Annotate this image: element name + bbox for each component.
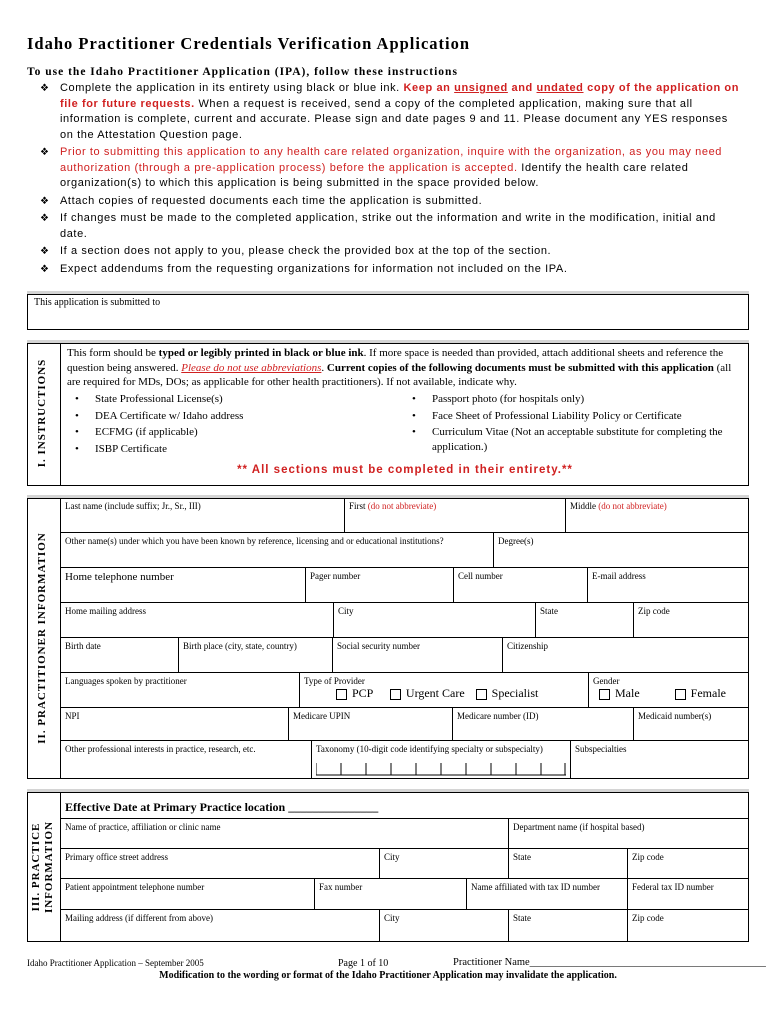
- birth-place-field[interactable]: Birth place (city, state, country): [179, 638, 333, 673]
- department-field[interactable]: Department name (if hospital based): [509, 819, 749, 849]
- footer-version: Idaho Practitioner Application – September 2005: [27, 958, 204, 968]
- diamond-bullet-icon: ❖: [40, 147, 50, 158]
- page-title: Idaho Practitioner Credentials Verification Application: [27, 34, 471, 53]
- home-phone-field[interactable]: Home telephone number: [61, 568, 306, 603]
- submitted-to-field[interactable]: This application is submitted to: [27, 294, 749, 330]
- specialist-checkbox[interactable]: [476, 689, 487, 700]
- other-interests-field[interactable]: Other professional interests in practice, research, etc.: [61, 741, 312, 779]
- pcp-checkbox[interactable]: [336, 689, 347, 700]
- instruction-item: ❖ Prior to submitting this application to any health care related organization, inquire with the organization, as you may need authorization (through a pre-application process) before the application is accepted. Identify the health care related organization(s) to which this application is being submitted in the space provided below.: [40, 146, 723, 189]
- city-field[interactable]: City: [334, 603, 536, 638]
- last-name-field[interactable]: Last name (include suffix; Jr., Sr., III): [61, 498, 345, 533]
- pager-field[interactable]: Pager number: [306, 568, 454, 603]
- degrees-field[interactable]: Degree(s): [494, 533, 749, 568]
- medicaid-field[interactable]: Medicaid number(s): [634, 708, 749, 741]
- required-docs-left: • State Professional License(s) • DEA Certificate w/ Idaho address • ECFMG (if applicable) • ISBP Certificate: [75, 393, 244, 455]
- npi-field[interactable]: NPI: [61, 708, 289, 741]
- instructions-list: [40, 81, 742, 279]
- office-zip-field[interactable]: Zip code: [628, 849, 749, 879]
- diamond-bullet-icon: ❖: [40, 246, 50, 257]
- state-field[interactable]: State: [536, 603, 634, 638]
- instruction-item: ❖ Attach copies of requested documents each time the application is submitted.: [40, 194, 742, 210]
- footer-page-number: Page 1 of 10: [338, 958, 389, 969]
- must-complete-notice: ** All sections must be completed in their entirety.**: [237, 464, 573, 476]
- tax-id-field[interactable]: Federal tax ID number: [628, 879, 749, 910]
- instruction-item: ❖ If a section does not apply to you, please check the provided box at the top of the section.: [40, 244, 742, 260]
- mailing-state-field[interactable]: State: [509, 910, 628, 942]
- office-city-field[interactable]: City: [380, 849, 509, 879]
- section-i-intro: This form should be typed or legibly printed in black or blue ink. If more space is needed than provided, attach additional sheets and reference the question being answered. Please do not use abbreviations. Current copies of the following documents must be submitted with this application (all are required for MDs, DOs; as applicable for other health practitioners). If not available, indicate why.: [67, 347, 732, 388]
- office-street-field[interactable]: Primary office street address: [61, 849, 380, 879]
- required-docs-right: • Passport photo (for hospitals only) • Face Sheet of Professional Liability Policy or Certificate • Curriculum Vitae (Not an acceptable substitute for completing the application.): [412, 393, 723, 453]
- first-name-field[interactable]: First (do not abbreviate): [345, 498, 566, 533]
- footer-warning: Modification to the wording or format of the Idaho Practitioner Application may invalidate the application.: [159, 970, 617, 981]
- female-checkbox[interactable]: [675, 689, 686, 700]
- diamond-bullet-icon: ❖: [40, 213, 50, 224]
- section-i-label: I. INSTRUCTIONS: [36, 358, 48, 468]
- subspecialties-field[interactable]: Subspecialties: [571, 741, 749, 779]
- tax-name-field[interactable]: Name affiliated with tax ID number: [467, 879, 628, 910]
- effective-date-field[interactable]: Effective Date at Primary Practice location _______________: [61, 792, 749, 819]
- male-checkbox[interactable]: [599, 689, 610, 700]
- taxonomy-digit-boxes: [316, 760, 566, 776]
- gender-field: Gender Male Female: [589, 673, 749, 708]
- taxonomy-field[interactable]: Taxonomy (10-digit code identifying specialty or subspecialty): [312, 741, 571, 779]
- diamond-bullet-icon: ❖: [40, 195, 50, 207]
- practice-name-field[interactable]: Name of practice, affiliation or clinic name: [61, 819, 509, 849]
- birth-date-field[interactable]: Birth date: [61, 638, 179, 673]
- home-address-field[interactable]: Home mailing address: [61, 603, 334, 638]
- section-iii-label: III. PRACTICE INFORMATION: [30, 820, 55, 914]
- cell-field[interactable]: Cell number: [454, 568, 588, 603]
- diamond-bullet-icon: ❖: [40, 83, 50, 94]
- citizenship-field[interactable]: Citizenship: [503, 638, 749, 673]
- languages-field[interactable]: Languages spoken by practitioner: [61, 673, 300, 708]
- mailing-city-field[interactable]: City: [380, 910, 509, 942]
- middle-name-field[interactable]: Middle (do not abbreviate): [566, 498, 749, 533]
- mailing-zip-field[interactable]: Zip code: [628, 910, 749, 942]
- ssn-field[interactable]: Social security number: [333, 638, 503, 673]
- fax-field[interactable]: Fax number: [315, 879, 467, 910]
- zip-field[interactable]: Zip code: [634, 603, 749, 638]
- instruction-item: ❖ If changes must be made to the completed application, strike out the information and write in the modification, initial and date.: [40, 212, 716, 240]
- email-field[interactable]: E-mail address: [588, 568, 749, 603]
- instructions-heading: To use the Idaho Practitioner Application (IPA), follow these instructions: [27, 66, 458, 78]
- office-state-field[interactable]: State: [509, 849, 628, 879]
- diamond-bullet-icon: ❖: [40, 263, 50, 275]
- medicare-id-field[interactable]: Medicare number (ID): [453, 708, 634, 741]
- section-ii-label: II. PRACTITIONER INFORMATION: [36, 532, 48, 744]
- instruction-item: ❖ Expect addendums from the requesting organizations for information not included on the IPA.: [40, 262, 742, 278]
- upin-field[interactable]: Medicare UPIN: [289, 708, 453, 741]
- mailing-address-field[interactable]: Mailing address (if different from above): [61, 910, 380, 942]
- appointment-phone-field[interactable]: Patient appointment telephone number: [61, 879, 315, 910]
- provider-type-field: Type of Provider PCP Urgent Care Specialist: [300, 673, 589, 708]
- instruction-item: ❖ Complete the application in its entirety using black or blue ink. Keep an unsigned and undated copy of the application on file for future requests. When a request is received, send a copy of the completed application, making sure that all information is complete, current and accurate. Please sign and date pages 9 and 11. Please document any YES responses on the Attestation Question page.: [40, 82, 740, 141]
- urgent-care-checkbox[interactable]: [390, 689, 401, 700]
- footer-practitioner-name: Practitioner Name_____________________________________________: [453, 957, 766, 968]
- other-names-field[interactable]: Other name(s) under which you have been known by reference, licensing and or educational institutions?: [61, 533, 494, 568]
